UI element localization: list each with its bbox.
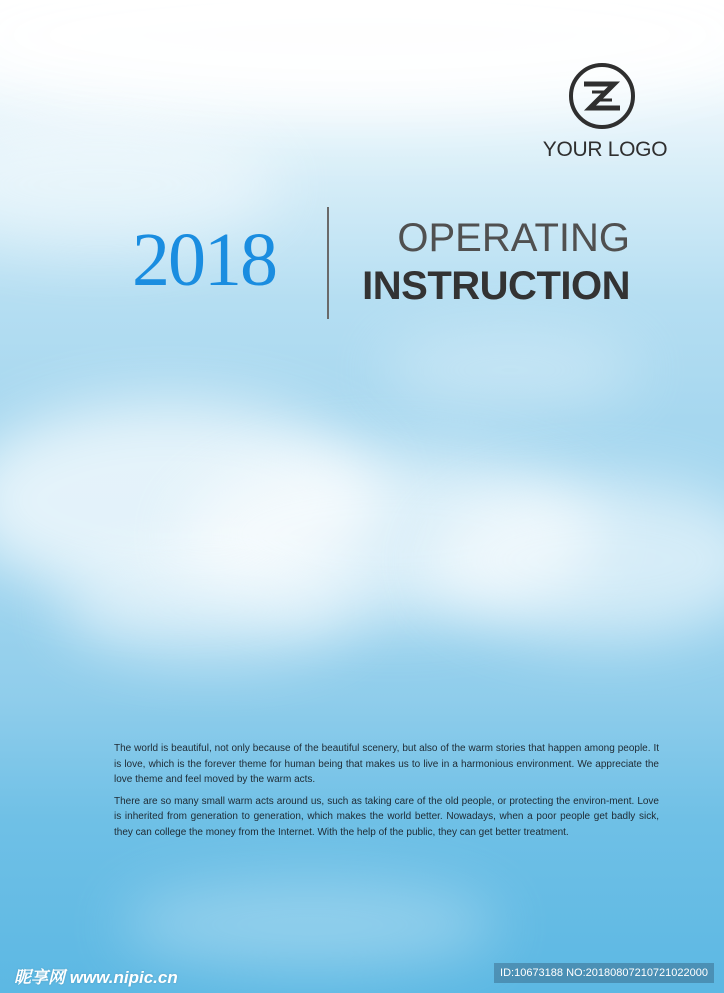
title-line-instruction: INSTRUCTION xyxy=(362,264,630,308)
logo xyxy=(540,62,670,172)
cloud-background xyxy=(60,560,360,660)
logo-text: YOUR LOGO xyxy=(542,138,668,161)
cloud-background xyxy=(380,330,640,410)
body-paragraph: There are so many small warm acts around us, such as taking care of the old people, or protecting the environ-ment. Love is inherited from generation to generation, which makes the world better. Nowadays, when a poor people get badly sick, they can college the money from the Internet. With the help of the public, they can get better treatment. xyxy=(114,795,659,838)
title-divider xyxy=(327,207,329,319)
cover-year: 2018 xyxy=(132,218,276,302)
body-paragraph: The world is beautiful, not only because of the beautiful scenery, but also of the warm stories that happen among people. It is love, which is the forever theme for human being that makes us to live in a harmonious environment. We appreciate the love theme and feel moved by the warm acts. xyxy=(114,743,659,785)
body-text xyxy=(114,741,659,846)
site-watermark: 昵享网 www.nipic.cn xyxy=(14,968,178,987)
id-watermark: ID:10673188 NO:20180807210721022000 xyxy=(494,963,714,983)
cloud-background xyxy=(120,880,500,970)
monogram-circle-icon xyxy=(568,62,636,130)
title-line-operating: OPERATING xyxy=(397,216,630,260)
